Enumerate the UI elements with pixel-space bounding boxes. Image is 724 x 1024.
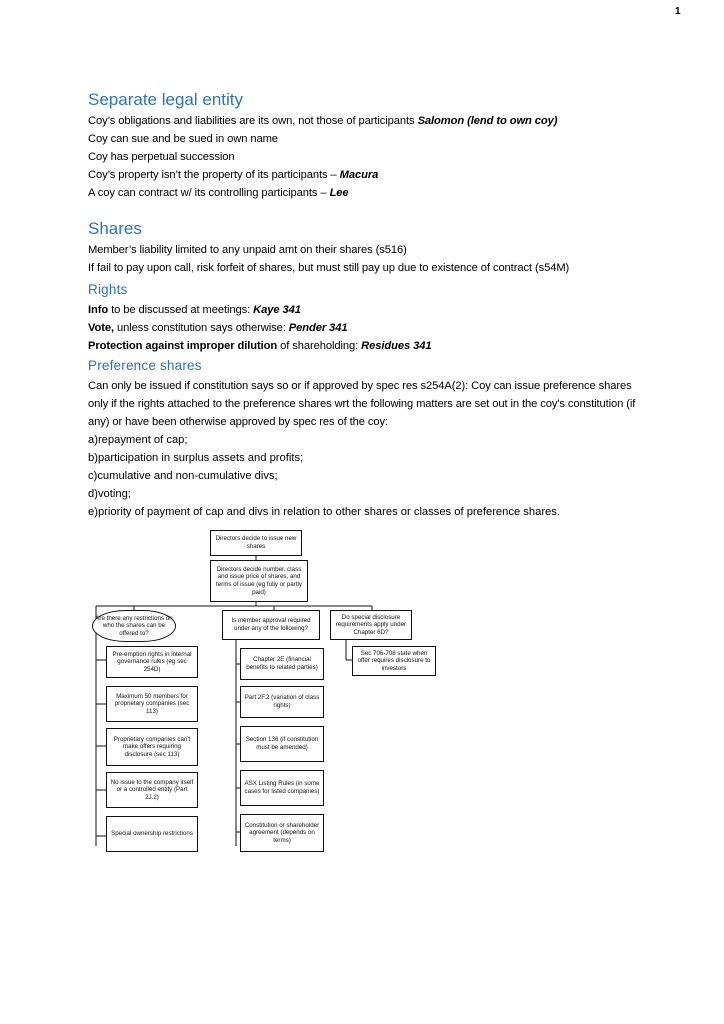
line-property (88, 168, 378, 183)
case-name: Lee (329, 187, 349, 199)
line-text: Coy’s property isn’t the property of its participants – (88, 169, 340, 181)
box-section-136: Section 136 (if constitution must be amended) (240, 726, 324, 762)
right-info (88, 303, 301, 318)
heading-shares: Shares (88, 219, 142, 238)
box-disclosure-question: Do special disclosure requirements apply under Chapter 6D? (330, 610, 412, 640)
list-item: b)participation in surplus assets and profits; (88, 452, 304, 464)
heading-rights: Rights (88, 282, 128, 297)
box-special-ownership: Special ownership restrictions (106, 816, 198, 852)
list-item: d)voting; (88, 488, 131, 500)
line-forfeit: If fail to pay upon call, risk forfeit of shares, but must still pay up due to existence of contract (s54M) (88, 262, 570, 274)
case-name: Salomon (lend to own coy) (417, 115, 558, 127)
box-part-2f2: Part 2F.2 (variation of class rights) (240, 686, 324, 718)
share-issue-flowchart (88, 526, 431, 866)
box-sec-706-708: Sec 706-708 state when offer requires disclosure to investors (352, 646, 436, 676)
box-proprietary-disclosure: Proprietary companies can't make offers requiring disclosure (sec 113) (106, 728, 198, 766)
heading-separate-legal-entity: Separate legal entity (88, 90, 243, 109)
case-name: Macura (339, 169, 379, 181)
line-liability: Member’s liability limited to any unpaid amt on their shares (s516) (88, 244, 407, 256)
box-restrictions-question: Are there any restrictions on who the shares can be offered to? (92, 610, 176, 642)
box-member-approval-question: Is member approval required under any of the following? (222, 610, 320, 640)
box-max-50-members: Maximum 50 members for proprietary companies (sec 113) (106, 686, 198, 722)
line-text: Coy’s obligations and liabilities are its own, not those of participants (88, 115, 418, 127)
box-directors-decide-issue: Directors decide to issue new shares (210, 530, 302, 556)
case-name: Kaye 341 (253, 304, 301, 316)
case-name: Pender 341 (288, 322, 348, 334)
line-contract (88, 186, 349, 201)
box-constitution-agreement: Constitution or shareholder agreement (depends on terms) (240, 814, 324, 852)
right-text: unless constitution says otherwise: (114, 322, 289, 334)
right-vote (88, 321, 348, 336)
right-text: of shareholding: (277, 340, 362, 352)
line-text: A coy can contract w/ its controlling participants – (88, 187, 330, 199)
right-label: Vote, (88, 322, 115, 334)
right-label: Info (88, 304, 109, 316)
case-name: Residues 341 (361, 340, 432, 352)
preference-paragraph: Can only be issued if constitution says so or if approved by spec res s254A(2): Coy can issue preference shares only if the rights attached to the preference shares wrt the following matters are set out in the coy's constitution (if any) or have been otherwise approved by spec res of the coy: (88, 380, 636, 428)
box-directors-decide-terms: Directors decide number, class and issue price of shares, and terms of issue (eg fully or partly paid) (210, 560, 308, 602)
right-label: Protection against improper dilution (88, 340, 278, 352)
right-text: to be discussed at meetings: (108, 304, 254, 316)
box-no-issue-to-company: No issue to the company itself or a controlled entity (Part 2J.2) (106, 772, 198, 808)
list-item: a)repayment of cap; (88, 434, 188, 446)
line-obligations (88, 114, 557, 129)
heading-preference-shares: Preference shares (88, 358, 202, 373)
box-chapter-2e: Chapter 2E (financial benefits to related parties) (240, 648, 324, 680)
box-pre-emption-rights: Pre-emption rights in internal governance rules (eg sec 254D) (106, 646, 198, 678)
right-dilution (88, 339, 431, 354)
list-item: e)priority of payment of cap and divs in relation to other shares or classes of preference shares. (88, 506, 560, 518)
line-sue (88, 132, 278, 147)
list-item: c)cumulative and non-cumulative divs; (88, 470, 278, 482)
page-number: 1 (675, 6, 681, 17)
line-succession (88, 150, 234, 165)
line-text: Coy can sue and be sued in own name (88, 133, 278, 145)
preference-list (88, 431, 560, 521)
line-text: Coy has perpetual succession (88, 151, 235, 163)
box-asx-listing-rules: ASX Listing Rules (in some cases for listed companies) (240, 770, 324, 806)
